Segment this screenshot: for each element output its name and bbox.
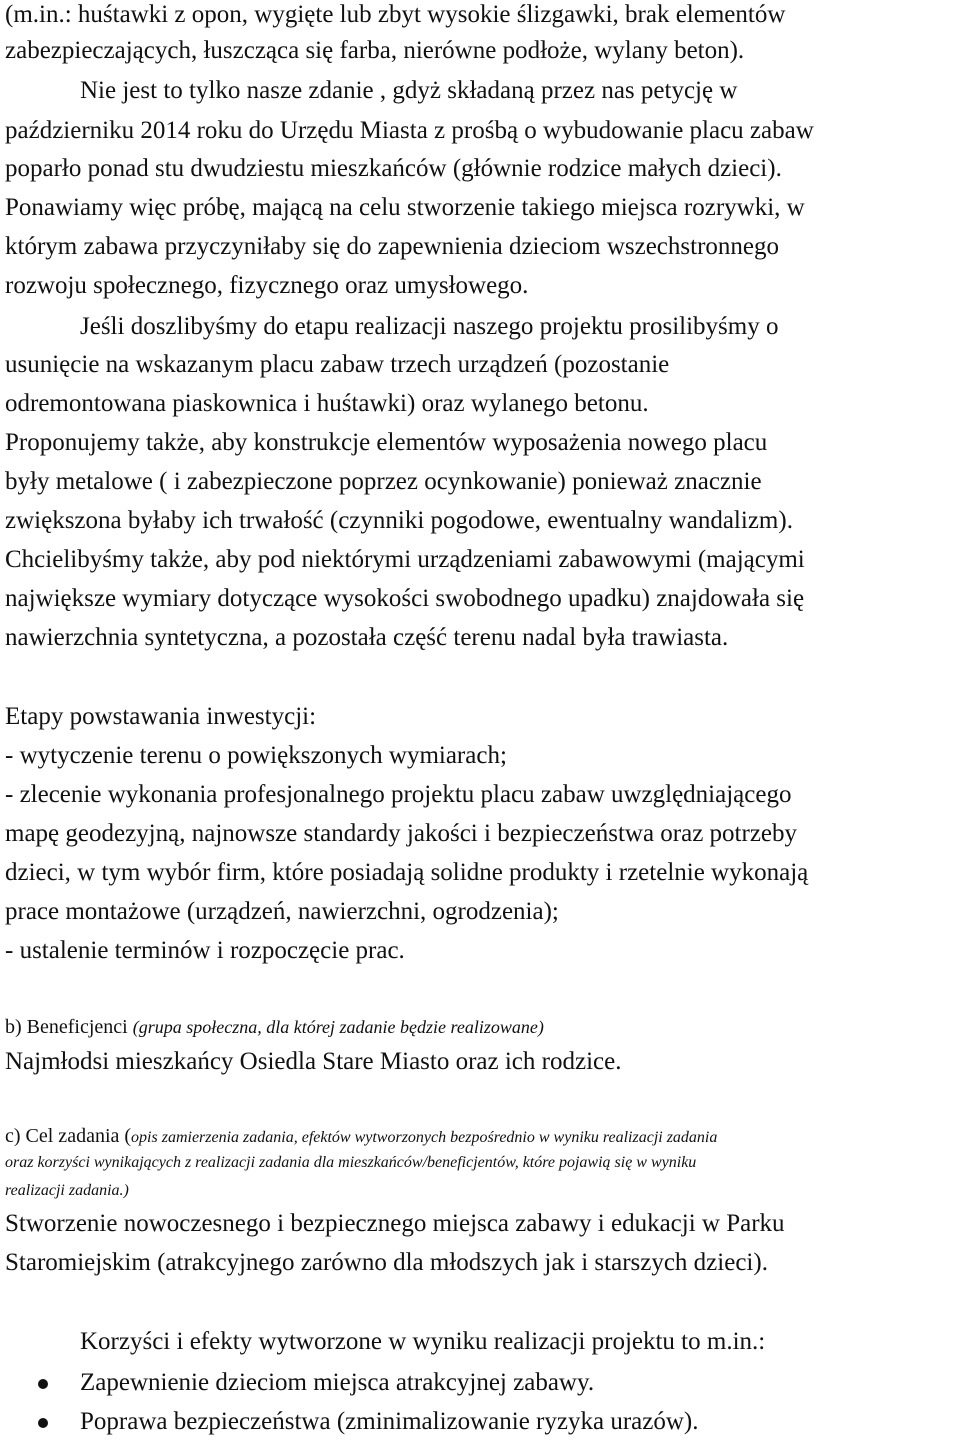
stages-heading: Etapy powstawania inwestycji: — [5, 703, 317, 730]
goal-text: Stworzenie nowoczesnego i bezpiecznego miejsca zabawy i edukacji w Parku — [5, 1210, 785, 1237]
paragraph-line: zwiększona byłaby ich trwałość (czynniki pogodowe, ewentualny wandalizm). — [5, 507, 793, 534]
paragraph-line: poparło ponad stu dwudziestu mieszkańców (głównie rodzice małych dzieci). — [5, 155, 782, 182]
paragraph-line: Jeśli doszlibyśmy do etapu realizacji naszego projektu prosilibyśmy o — [80, 313, 779, 340]
paragraph-line: były metalowe ( i zabezpieczone poprzez ocynkowanie) ponieważ znacznie — [5, 468, 762, 495]
benefit-item: Zapewnienie dzieciom miejsca atrakcyjnej zabawy. — [80, 1369, 595, 1396]
paragraph-line: odremontowana piaskownica i huśtawki) oraz wylanego betonu. — [5, 390, 649, 417]
bullet-icon — [38, 1418, 48, 1428]
stage-item-continued: mapę geodezyjną, najnowsze standardy jakości i bezpieczeństwa oraz potrzeby — [5, 820, 798, 847]
paragraph-line: którym zabawa przyczyniłaby się do zapewnienia dzieciom wszechstronnego — [5, 233, 779, 260]
stage-item: - wytyczenie terenu o powiększonych wymiarach; — [5, 742, 507, 769]
goal-note: realizacji zadania.) — [5, 1182, 129, 1199]
goal-heading: c) Cel zadania ( — [5, 1125, 132, 1147]
paragraph-line: zabezpieczających, łuszcząca się farba, nierówne podłoże, wylany beton). — [5, 37, 745, 64]
beneficiaries-note: (grupa społeczna, dla której zadanie będzie realizowane) — [132, 1017, 544, 1037]
paragraph-line: październiku 2014 roku do Urzędu Miasta z prośbą o wybudowanie placu zabaw — [5, 117, 814, 144]
stage-item: - zlecenie wykonania profesjonalnego projektu placu zabaw uwzględniającego — [5, 781, 792, 808]
benefits-intro: Korzyści i efekty wytworzone w wyniku realizacji projektu to m.in.: — [80, 1328, 766, 1355]
paragraph-line: Ponawiamy więc próbę, mającą na celu stworzenie takiego miejsca rozrywki, w — [5, 194, 805, 221]
stage-item: - ustalenie terminów i rozpoczęcie prac. — [5, 937, 405, 964]
paragraph-line: Nie jest to tylko nasze zdanie , gdyż składaną przez nas petycję w — [80, 77, 738, 104]
goal-heading-line — [5, 1121, 717, 1151]
paragraph-line: Proponujemy także, aby konstrukcje elementów wyposażenia nowego placu — [5, 429, 768, 456]
benefit-item: Poprawa bezpieczeństwa (zminimalizowanie ryzyka urazów). — [80, 1408, 699, 1435]
stage-item-continued: prace montażowe (urządzeń, nawierzchni, ogrodzenia); — [5, 898, 559, 925]
goal-note: opis zamierzenia zadania, efektów wytworzonych bezpośrednio w wyniku realizacji zadania — [131, 1129, 718, 1146]
beneficiaries-heading: b) Beneficjenci — [5, 1016, 133, 1038]
paragraph-line: nawierzchnia syntetyczna, a pozostała część terenu nadal była trawiasta. — [5, 624, 729, 651]
goal-note: oraz korzyści wynikających z realizacji zadania dla mieszkańców/beneficjentów, które pojawią się w wyniku — [5, 1154, 697, 1171]
beneficiaries-heading-line — [5, 1012, 544, 1042]
stage-item-continued: dzieci, w tym wybór firm, które posiadają solidne produkty i rzetelnie wykonają — [5, 859, 809, 886]
beneficiaries-text: Najmłodsi mieszkańcy Osiedla Stare Miasto oraz ich rodzice. — [5, 1048, 622, 1075]
paragraph-line: usunięcie na wskazanym placu zabaw trzech urządzeń (pozostanie — [5, 351, 670, 378]
paragraph-line: (m.in.: huśtawki z opon, wygięte lub zbyt wysokie ślizgawki, brak elementów — [5, 1, 786, 28]
bullet-icon — [38, 1379, 48, 1389]
paragraph-line: Chcielibyśmy także, aby pod niektórymi urządzeniami zabawowymi (mającymi — [5, 546, 805, 573]
paragraph-line: rozwoju społecznego, fizycznego oraz umysłowego. — [5, 272, 529, 299]
paragraph-line: największe wymiary dotyczące wysokości swobodnego upadku) znajdowała się — [5, 585, 805, 612]
goal-text: Staromiejskim (atrakcyjnego zarówno dla młodszych jak i starszych dzieci). — [5, 1249, 768, 1276]
